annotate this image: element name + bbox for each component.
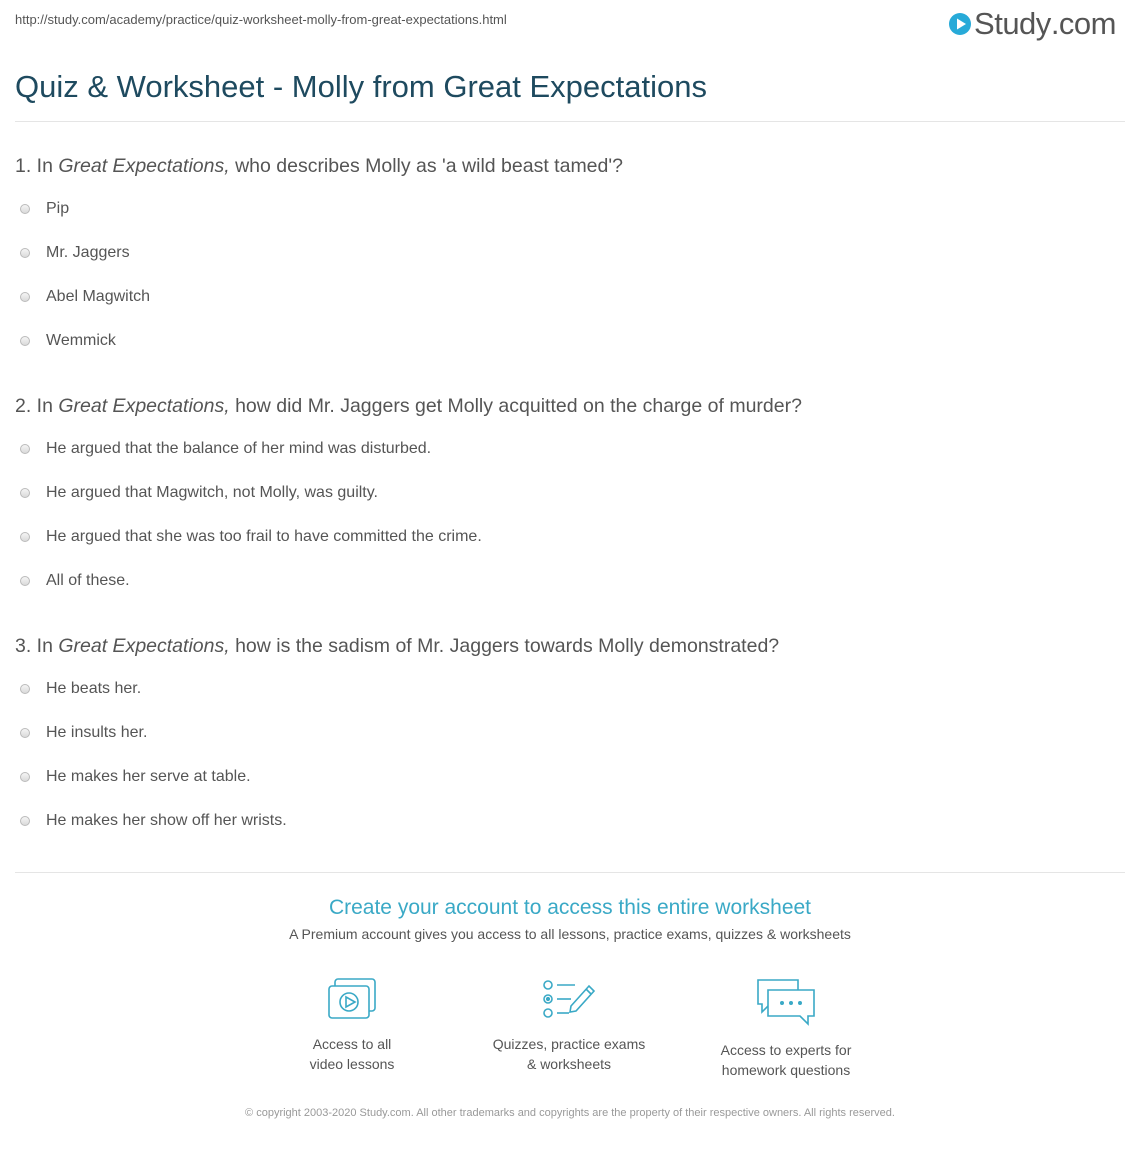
logo-tld: .com bbox=[1050, 6, 1116, 41]
chat-bubbles-icon bbox=[754, 976, 818, 1028]
page-title: Quiz & Worksheet - Molly from Great Expectations bbox=[15, 69, 707, 104]
radio-button[interactable] bbox=[20, 292, 30, 302]
radio-button[interactable] bbox=[20, 204, 30, 214]
answer-option[interactable]: Mr. Jaggers bbox=[20, 244, 130, 262]
feature-label: Quizzes, practice exams & worksheets bbox=[492, 1036, 646, 1072]
radio-button[interactable] bbox=[20, 772, 30, 782]
logo-text: Study bbox=[974, 6, 1051, 41]
divider bbox=[15, 872, 1125, 873]
radio-button[interactable] bbox=[20, 444, 30, 454]
answer-option[interactable]: He argued that Magwitch, not Molly, was guilty. bbox=[20, 484, 378, 502]
radio-button[interactable] bbox=[20, 816, 30, 826]
premium-description: A Premium account gives you access to all lessons, practice exams, quizzes & worksheets bbox=[289, 926, 851, 942]
radio-button[interactable] bbox=[20, 576, 30, 586]
answer-option[interactable]: He makes her show off her wrists. bbox=[20, 812, 287, 830]
feature-quizzes bbox=[469, 976, 669, 1074]
question-2: 2. In Great Expectations, how did Mr. Jaggers get Molly acquitted on the charge of murder? bbox=[15, 395, 802, 417]
answer-option[interactable]: He beats her. bbox=[20, 680, 141, 698]
answer-option[interactable]: Pip bbox=[20, 200, 69, 218]
feature-video-lessons bbox=[252, 976, 452, 1074]
answer-option[interactable]: He argued that she was too frail to have committed the crime. bbox=[20, 528, 482, 546]
answer-option[interactable]: He argued that the balance of her mind was disturbed. bbox=[20, 440, 431, 458]
quiz-checklist-icon bbox=[541, 976, 597, 1022]
radio-button[interactable] bbox=[20, 336, 30, 346]
copyright-notice: © copyright 2003-2020 Study.com. All other trademarks and copyrights are the property of their respective owners. All rights reserved. bbox=[245, 1107, 895, 1119]
video-lessons-icon bbox=[326, 976, 378, 1022]
answer-option[interactable]: He makes her serve at table. bbox=[20, 768, 251, 786]
answer-option[interactable]: Abel Magwitch bbox=[20, 288, 150, 306]
feature-label: Access to all video lessons bbox=[309, 1036, 395, 1072]
study-logo[interactable] bbox=[948, 6, 1116, 42]
answer-option[interactable]: Wemmick bbox=[20, 332, 116, 350]
create-account-link[interactable]: Create your account to access this entire worksheet bbox=[328, 896, 812, 919]
radio-button[interactable] bbox=[20, 248, 30, 258]
question-1: 1. In Great Expectations, who describes Molly as 'a wild beast tamed'? bbox=[15, 155, 623, 177]
divider bbox=[15, 121, 1125, 122]
radio-button[interactable] bbox=[20, 532, 30, 542]
feature-experts bbox=[686, 976, 886, 1080]
radio-button[interactable] bbox=[20, 728, 30, 738]
feature-label: Access to experts for homework questions bbox=[720, 1042, 852, 1078]
radio-button[interactable] bbox=[20, 488, 30, 498]
page-url: http://study.com/academy/practice/quiz-worksheet-molly-from-great-expectations.html bbox=[15, 12, 507, 27]
answer-option[interactable]: All of these. bbox=[20, 572, 130, 590]
question-3: 3. In Great Expectations, how is the sadism of Mr. Jaggers towards Molly demonstrated? bbox=[15, 635, 780, 657]
radio-button[interactable] bbox=[20, 684, 30, 694]
answer-option[interactable]: He insults her. bbox=[20, 724, 147, 742]
play-circle-icon bbox=[948, 12, 972, 36]
